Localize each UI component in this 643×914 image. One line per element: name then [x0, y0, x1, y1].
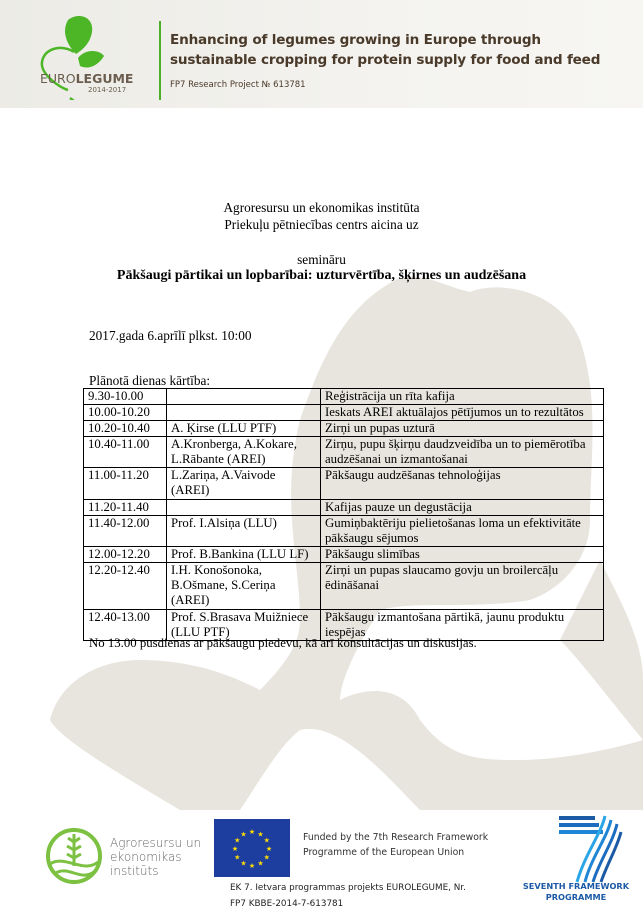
- agenda-time: 12.00-12.20: [84, 547, 167, 563]
- agenda-topic: Pākšaugu slimības: [321, 547, 604, 563]
- agenda-topic: Pākšaugu audzēšanas tehnoloģijas: [321, 468, 604, 500]
- eu-star-icon: ★: [234, 853, 241, 862]
- project-number: FP7 Research Project № 613781: [170, 80, 306, 90]
- agenda-time: 11.00-11.20: [84, 468, 167, 500]
- agenda-topic: Ieskats AREI aktuālajos pētījumos un to rezultātos: [321, 405, 604, 421]
- seminar-title: Pākšaugi pārtikai un lopbarībai: uzturvērtība, šķirnes un audzēšana: [116, 268, 527, 283]
- eu-star-icon: ★: [257, 859, 264, 868]
- agenda-topic: Reģistrācija un rīta kafija: [321, 389, 604, 405]
- agenda-topic: Kafijas pauze un degustācija: [321, 500, 604, 516]
- agenda-time: 10.40-11.00: [84, 437, 167, 468]
- agenda-time: 12.40-13.00: [84, 610, 167, 641]
- agenda-note: No 13.00 pusdienas ar pākšaugu piedevu, kā arī konsultācijas un diskusijas.: [89, 636, 477, 650]
- fp7-name: SEVENTH FRAMEWORK PROGRAMME: [522, 881, 630, 902]
- ek-project-reference: EK 7. Ietvara programmas projekts EUROLEGUME, Nr. FP7 KBBE-2014-7-613781: [230, 883, 466, 909]
- project-title: Enhancing of legumes growing in Europe through sustainable cropping for protein supply for food and feed: [170, 32, 601, 68]
- agenda-speaker: Prof. I.Alsiņa (LLU): [167, 516, 321, 547]
- arei-name: Agroresursu un ekonomikas institūts: [110, 836, 202, 878]
- agenda-time: 9.30-10.00: [84, 389, 167, 405]
- agenda-speaker: Prof. B.Bankina (LLU LF): [167, 547, 321, 563]
- eu-star-icon: ★: [248, 828, 256, 836]
- agenda-speaker: I.H. Konošonoka, B.Ošmane, S.Ceriņa (AREI): [167, 563, 321, 610]
- agenda-row: [84, 437, 604, 468]
- header-divider: [159, 21, 161, 100]
- eu-star-icon: ★: [240, 859, 247, 868]
- agenda-row: [84, 563, 604, 610]
- agenda-topic: Pākšaugu izmantošana pārtikā, jaunu produktu iespējas: [321, 610, 604, 641]
- agenda-speaker: [167, 500, 321, 516]
- agenda-speaker: [167, 389, 321, 405]
- agenda-table: [83, 388, 604, 641]
- agenda-row: [84, 468, 604, 500]
- seminar-label: semināru: [297, 252, 346, 267]
- agenda-row: [84, 516, 604, 547]
- agenda-speaker: A. Ķirse (LLU PTF): [167, 421, 321, 437]
- agenda-speaker: Prof. S.Brasava Muižniece (LLU PTF): [167, 610, 321, 641]
- eu-star-icon: ★: [263, 853, 270, 862]
- agenda-speaker: A.Kronberga, A.Kokare, L.Rābante (AREI): [167, 437, 321, 468]
- agenda-row: [84, 421, 604, 437]
- logo-years: 2014-2017: [88, 86, 127, 94]
- agenda-time: 12.20-12.40: [84, 563, 167, 610]
- eu-star-icon: ★: [265, 845, 273, 853]
- agenda-time: 10.00-10.20: [84, 405, 167, 421]
- institute-name: Agroresursu un ekonomikas institūta: [223, 200, 420, 215]
- eu-star-icon: ★: [240, 830, 247, 839]
- arei-logo-icon: [44, 826, 104, 886]
- page-header: [0, 0, 643, 108]
- eu-star-icon: ★: [231, 845, 239, 853]
- funding-statement: Funded by the 7th Research Framework Programme of the European Union: [303, 832, 489, 858]
- logo-wordmark: EUROLEGUME: [40, 71, 134, 86]
- agenda-speaker: [167, 405, 321, 421]
- agenda-topic: Zirņi un pupas uzturā: [321, 421, 604, 437]
- eu-flag-icon: [214, 819, 290, 877]
- agenda-row: [84, 389, 604, 405]
- fp7-logo-icon: [555, 814, 625, 884]
- agenda-row: [84, 547, 604, 563]
- agenda-topic: Zirņu, pupu šķirņu daudzveidība un to piemērotība audzēšanai un izmantošanai: [321, 437, 604, 468]
- eu-star-icon: ★: [257, 830, 264, 839]
- event-date: 2017.gada 6.aprīlī plkst. 10:00: [89, 328, 252, 343]
- eu-star-icon: ★: [248, 862, 256, 870]
- agenda-row: [84, 500, 604, 516]
- agenda-row: [84, 405, 604, 421]
- agenda-time: 11.20-11.40: [84, 500, 167, 516]
- invitation-line: Priekuļu pētniecības centrs aicina uz: [224, 217, 419, 232]
- agenda-topic: Zirņi un pupas slaucamo govju un broilercāļu ēdināšanai: [321, 563, 604, 610]
- agenda-speaker: L.Zariņa, A.Vaivode (AREI): [167, 468, 321, 500]
- eu-star-icon: ★: [263, 836, 270, 845]
- agenda-time: 11.40-12.00: [84, 516, 167, 547]
- agenda-time: 10.20-10.40: [84, 421, 167, 437]
- eu-star-icon: ★: [234, 836, 241, 845]
- agenda-topic: Gumiņbaktēriju pielietošanas loma un efektivitāte pākšaugu sējumos: [321, 516, 604, 547]
- agenda-label: Plānotā dienas kārtība:: [89, 373, 211, 388]
